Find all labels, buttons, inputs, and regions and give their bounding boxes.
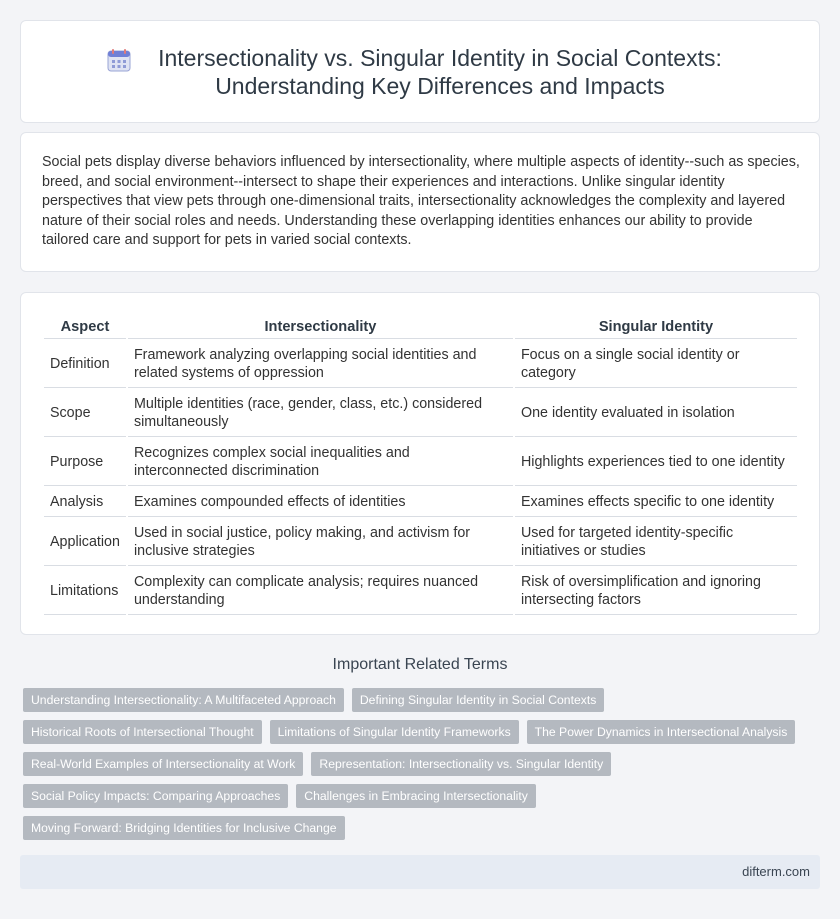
header-intersectionality: Intersectionality	[128, 315, 513, 339]
table-header-row	[44, 315, 797, 339]
header-singular-identity: Singular Identity	[515, 315, 797, 339]
related-term-tag[interactable]: Real-World Examples of Intersectionality at Work	[23, 752, 303, 776]
related-term-tag[interactable]: Moving Forward: Bridging Identities for Inclusive Change	[23, 816, 345, 840]
related-term-tag[interactable]: The Power Dynamics in Intersectional Analysis	[527, 720, 796, 744]
intro-card	[20, 132, 820, 272]
related-term-tag[interactable]: Social Policy Impacts: Comparing Approaches	[23, 784, 288, 808]
cell-intersectionality: Complexity can complicate analysis; requires nuanced understanding	[128, 568, 513, 615]
cell-singular: One identity evaluated in isolation	[515, 390, 797, 437]
related-terms-list	[23, 688, 813, 848]
intro-paragraph: Social pets display diverse behaviors influenced by intersectionality, where multiple aspects of identity--such as species, breed, and social environment--intersect to shape their experiences and interactions. Unlike singular identity perspectives that view pets through one-dimensional traits, intersectionality acknowledges the complexity and layered nature of their social roles and needs. Understanding these overlapping identities enhances our ability to provide tailored care and support for pets in varied social contexts.	[42, 154, 800, 249]
cell-singular: Examines effects specific to one identity	[515, 488, 797, 517]
related-term-tag[interactable]: Defining Singular Identity in Social Contexts	[352, 688, 604, 712]
cell-intersectionality: Examines compounded effects of identities	[128, 488, 513, 517]
header-aspect: Aspect	[44, 315, 126, 339]
footer-site-link[interactable]: difterm.com	[742, 864, 810, 879]
cell-aspect: Scope	[44, 390, 126, 437]
cell-intersectionality: Recognizes complex social inequalities and interconnected discrimination	[128, 439, 513, 486]
related-term-tag[interactable]: Understanding Intersectionality: A Multifaceted Approach	[23, 688, 344, 712]
table-row	[44, 439, 797, 486]
comparison-table-card	[20, 292, 820, 635]
cell-intersectionality: Multiple identities (race, gender, class, etc.) considered simultaneously	[128, 390, 513, 437]
related-term-tag[interactable]: Limitations of Singular Identity Frameworks	[270, 720, 519, 744]
related-term-tag[interactable]: Representation: Intersectionality vs. Singular Identity	[311, 752, 611, 776]
cell-intersectionality: Used in social justice, policy making, and activism for inclusive strategies	[128, 519, 513, 566]
cell-singular: Focus on a single social identity or category	[515, 341, 797, 388]
page-title: Intersectionality vs. Singular Identity in Social Contexts: Understanding Key Differences and Impacts	[158, 44, 722, 99]
cell-aspect: Purpose	[44, 439, 126, 486]
cell-singular: Used for targeted identity-specific initiatives or studies	[515, 519, 797, 566]
table-row	[44, 488, 797, 517]
comparison-table	[42, 313, 799, 617]
title-card	[20, 20, 820, 123]
related-terms-heading: Important Related Terms	[332, 656, 508, 673]
related-term-tag[interactable]: Challenges in Embracing Intersectionality	[296, 784, 536, 808]
table-row	[44, 390, 797, 437]
cell-singular: Highlights experiences tied to one identity	[515, 439, 797, 486]
cell-singular: Risk of oversimplification and ignoring intersecting factors	[515, 568, 797, 615]
table-row	[44, 519, 797, 566]
cell-aspect: Limitations	[44, 568, 126, 615]
cell-aspect: Analysis	[44, 488, 126, 517]
cell-aspect: Definition	[44, 341, 126, 388]
related-term-tag[interactable]: Historical Roots of Intersectional Thought	[23, 720, 262, 744]
cell-aspect: Application	[44, 519, 126, 566]
footer	[20, 855, 820, 889]
table-row	[44, 568, 797, 615]
cell-intersectionality: Framework analyzing overlapping social identities and related systems of oppression	[128, 341, 513, 388]
table-row	[44, 341, 797, 388]
